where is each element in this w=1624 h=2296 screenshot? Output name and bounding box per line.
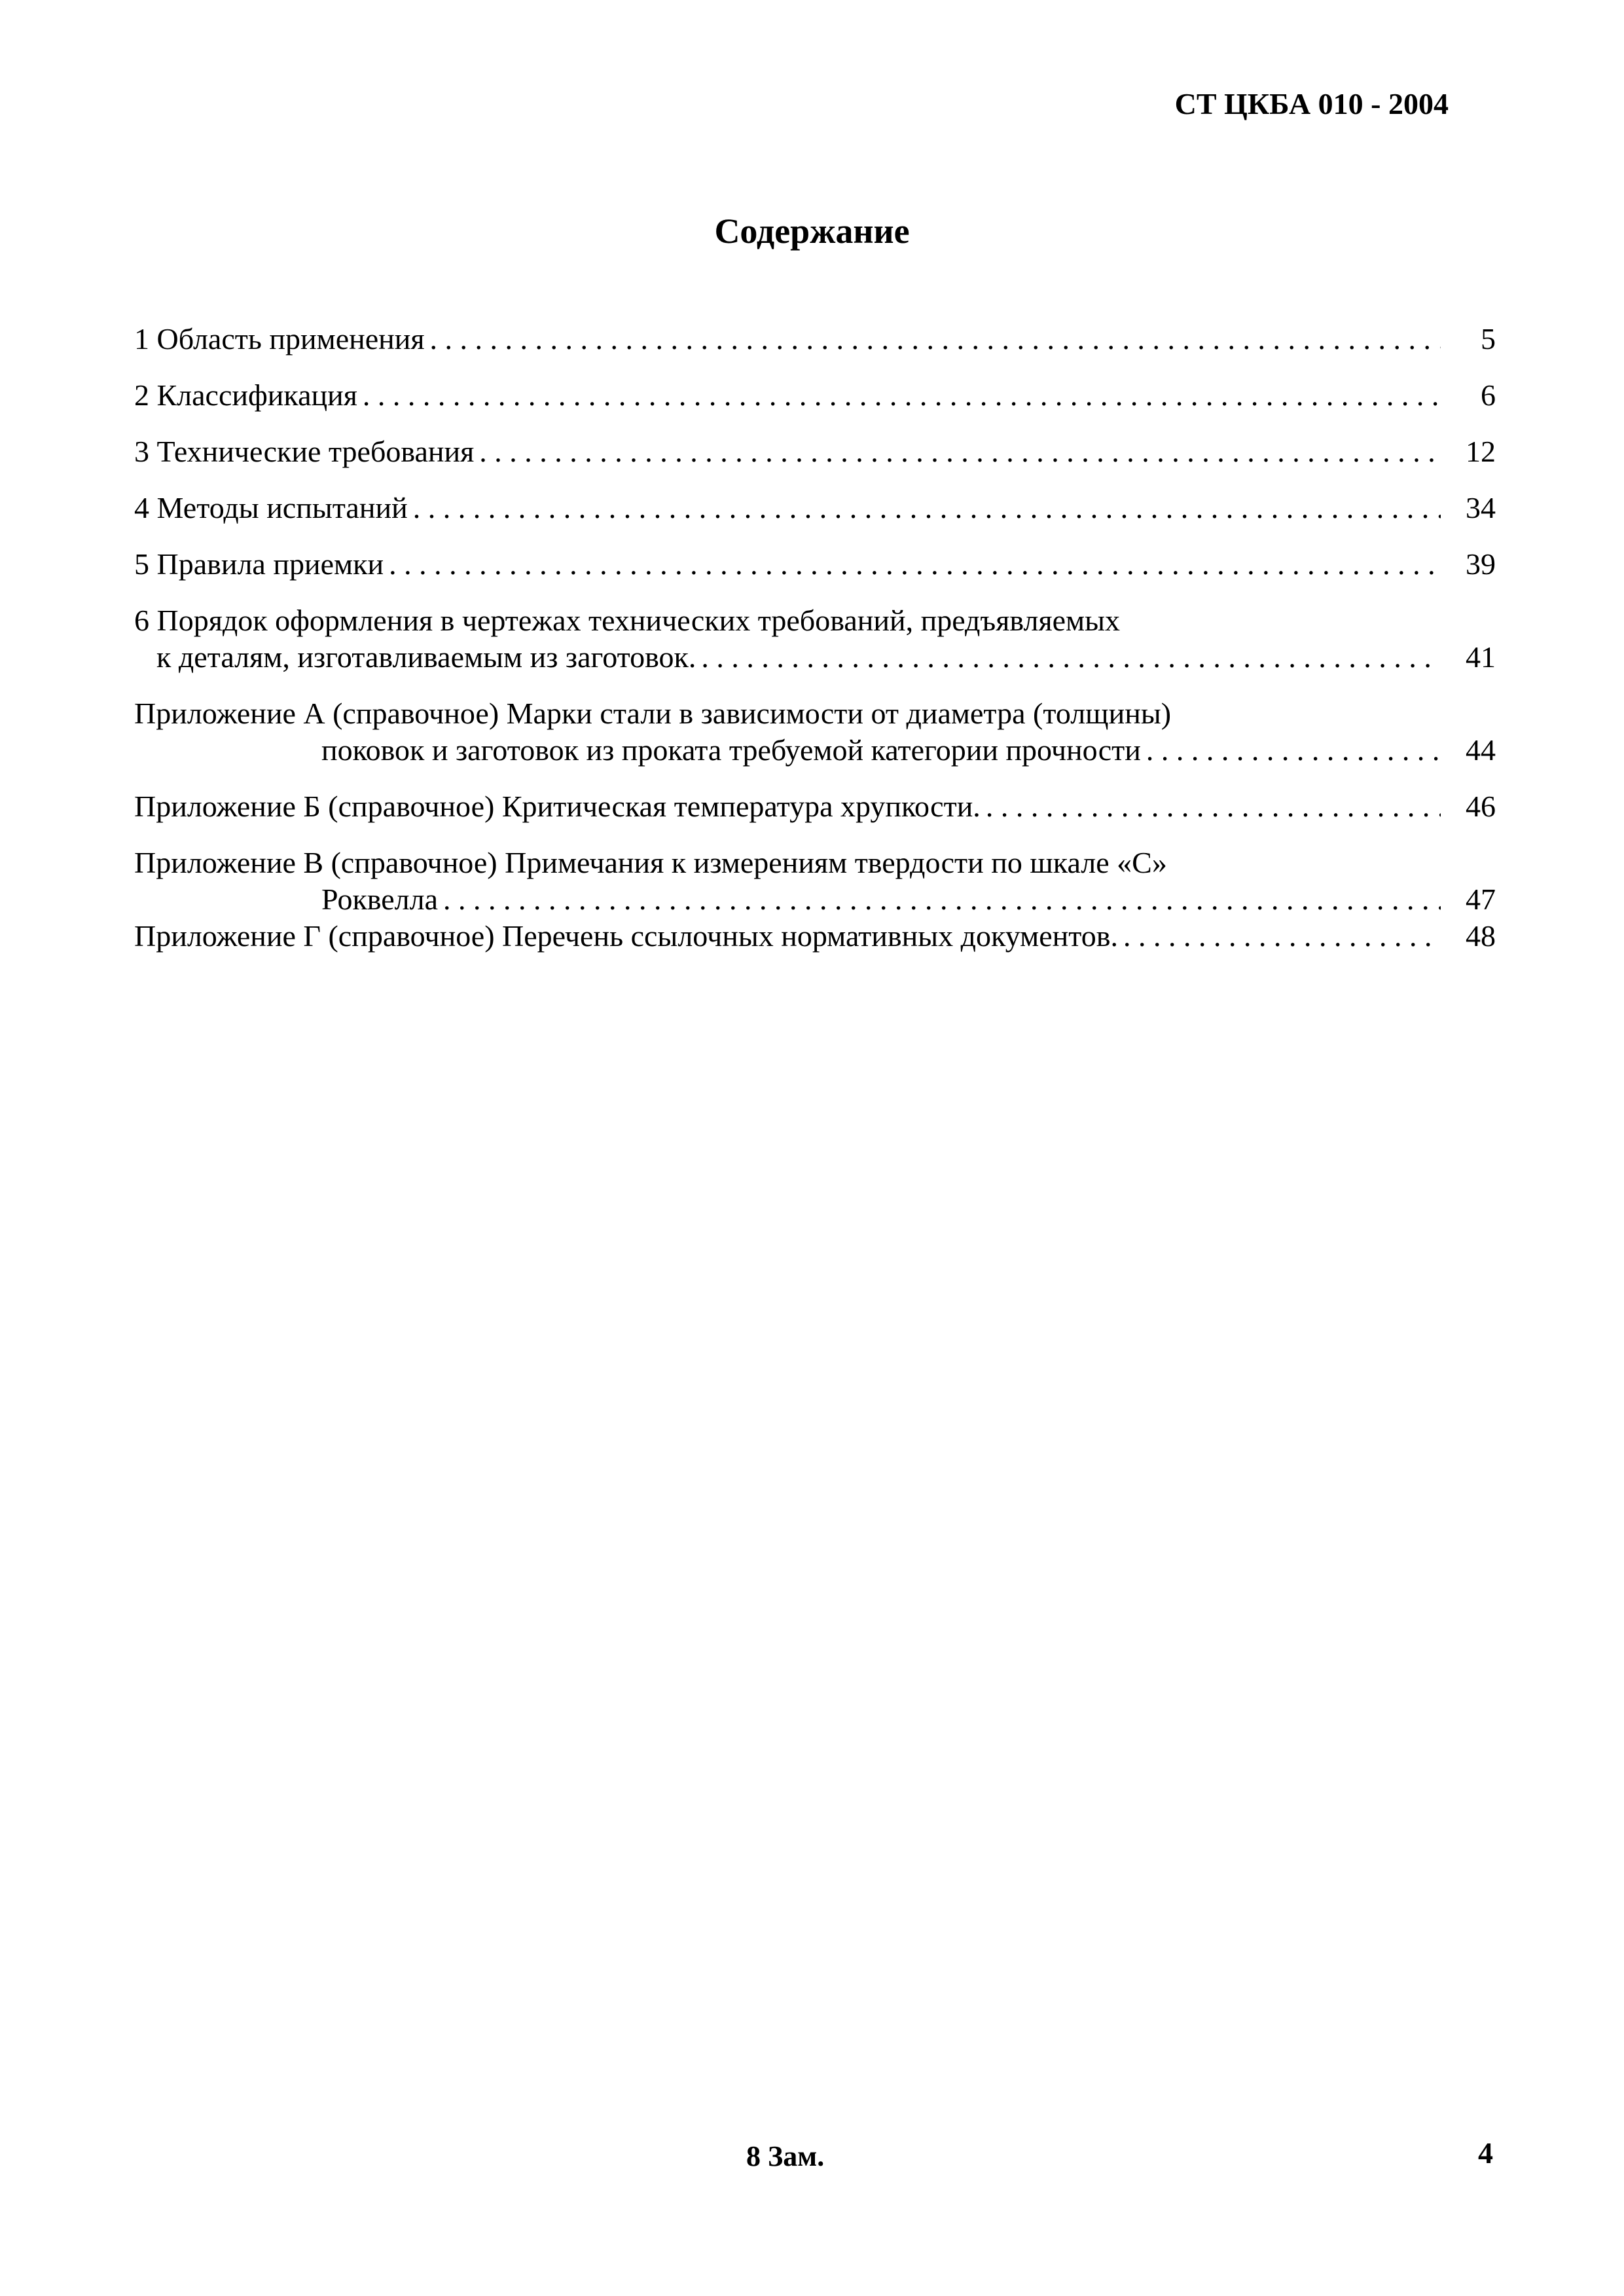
- toc-entry-label: 1 Область применения: [134, 322, 425, 355]
- dot-leader: [986, 788, 1441, 825]
- dot-leader: [413, 490, 1441, 526]
- toc-entry-label: 4 Методы испытаний: [134, 491, 408, 524]
- toc-entry-label-line-2: поковок и заготовок из проката требуемой категории прочности: [321, 733, 1141, 767]
- toc-entry-label-line-1: Приложение В (справочное) Примечания к измерениям твердости по шкале «С»: [134, 846, 1167, 879]
- toc-entry-label-line-2: Роквелла: [321, 883, 438, 916]
- toc-entry-page: 48: [1466, 919, 1496, 953]
- toc-entry-label-line-1: 6 Порядок оформления в чертежах технических требований, предъявляемых: [134, 604, 1121, 637]
- toc-entry-appendix-v[interactable]: [134, 845, 1496, 918]
- toc-entry-appendix-b[interactable]: [134, 788, 1496, 825]
- toc-entry-label: Приложение Б (справочное) Критическая температура хрупкости.: [134, 790, 981, 823]
- page-number: 4: [1478, 2136, 1493, 2170]
- toc-entry-page: 34: [1466, 491, 1496, 524]
- toc-entry-label-line-2: к деталям, изготавливаемым из заготовок.: [156, 640, 696, 674]
- document-code: СТ ЦКБА 010 - 2004: [1174, 87, 1449, 120]
- toc-entry-page: 6: [1481, 378, 1496, 412]
- table-of-contents: [134, 321, 1496, 974]
- toc-entry-page: 41: [1466, 640, 1496, 674]
- toc-entry-5[interactable]: [134, 546, 1496, 583]
- toc-entry-page: 12: [1466, 435, 1496, 468]
- dot-leader: [389, 546, 1441, 583]
- toc-entry-label: 2 Классификация: [134, 378, 357, 412]
- toc-entry-6[interactable]: [134, 602, 1496, 676]
- toc-entry-label: Приложение Г (справочное) Перечень ссылочных нормативных документов.: [134, 919, 1118, 953]
- toc-entry-appendix-a[interactable]: [134, 695, 1496, 769]
- toc-title: Содержание: [714, 211, 910, 251]
- toc-entry-page: 46: [1466, 790, 1496, 823]
- toc-entry-label: 3 Технические требования: [134, 435, 475, 468]
- dot-leader: [1146, 732, 1441, 769]
- dot-leader: [363, 377, 1441, 414]
- toc-entry-label: 5 Правила приемки: [134, 547, 384, 581]
- dot-leader: [479, 433, 1441, 470]
- toc-entry-page: 47: [1466, 883, 1496, 916]
- dot-leader: [1123, 918, 1441, 955]
- toc-entry-appendix-g[interactable]: [134, 918, 1496, 955]
- toc-entry-page: 44: [1466, 733, 1496, 767]
- toc-entry-page: 39: [1466, 547, 1496, 581]
- toc-entry-3[interactable]: [134, 433, 1496, 470]
- toc-entry-4[interactable]: [134, 490, 1496, 526]
- dot-leader: [443, 881, 1441, 918]
- toc-entry-2[interactable]: [134, 377, 1496, 414]
- dot-leader: [701, 639, 1441, 676]
- toc-entry-label-line-1: Приложение А (справочное) Марки стали в зависимости от диаметра (толщины): [134, 697, 1172, 730]
- dot-leader: [430, 321, 1441, 357]
- toc-entry-1[interactable]: [134, 321, 1496, 357]
- toc-entry-page: 5: [1481, 322, 1496, 355]
- footer-revision: 8 Зам.: [746, 2140, 825, 2172]
